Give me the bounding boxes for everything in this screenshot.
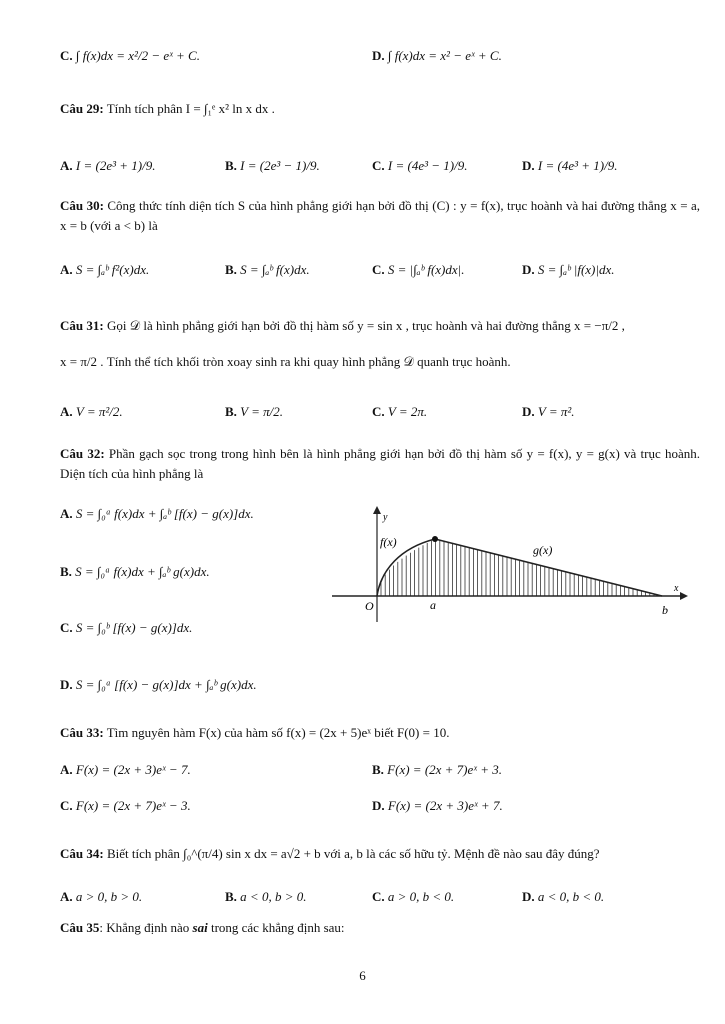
option-label: B. [372,762,384,777]
q32-option-b [60,564,210,580]
q28-option-c [60,48,200,64]
q30-option-d [522,262,614,278]
x-axis-label: x [674,583,679,594]
intersection-point [432,536,438,542]
option-label: A. [60,158,73,173]
option-label: D. [372,48,385,63]
question-text: Phần gạch sọc trong trong hình bên là hình phẳng giới hạn bởi đồ thị hàm số y = f(x), y = g(x) và trục hoành. Diện tích của hình phẳng là [60,446,700,481]
option-text: F(x) = (2x + 7)eˣ − 3. [75,798,191,813]
q33-option-d [372,798,503,814]
a-label: a [430,598,436,612]
option-label: C. [372,889,385,904]
option-text: I = (4e³ − 1)/9. [387,158,468,173]
option-label: B. [225,889,237,904]
option-text: a < 0, b < 0. [537,889,605,904]
q32-area-figure [328,500,698,625]
q30-option-b [225,262,310,278]
option-text: V = π². [537,404,575,419]
q33-option-a [60,762,191,778]
option-label: B. [225,158,237,173]
question-number: Câu 30: [60,198,104,213]
page-number: 6 [359,968,366,983]
origin-label: O [365,599,374,613]
question-text: Biết tích phân ∫₀^(π/4) sin x dx = a√2 + b với a, b là các số hữu tỷ. Mệnh đề nào sau đây đúng? [106,846,600,861]
question-number: Câu 32: [60,446,105,461]
option-text: ∫ f(x)dx = x² − eˣ + C. [387,48,502,63]
question-number: Câu 34: [60,846,104,861]
option-label: D. [522,262,535,277]
q29-option-b [225,158,320,174]
option-text: I = (4e³ + 1)/9. [537,158,618,173]
option-text: S = ∫ₐᵇ |f(x)|dx. [537,262,615,277]
option-label: A. [60,889,73,904]
option-label: B. [225,404,237,419]
option-text: F(x) = (2x + 7)eˣ + 3. [387,762,502,777]
q34-option-b [225,889,306,905]
q28-option-d [372,48,502,64]
option-text: S = ∫ₐᵇ f²(x)dx. [75,262,150,277]
question-number: Câu 33: [60,725,104,740]
y-axis-label: y [383,512,388,523]
g-label: g(x) [533,543,553,557]
option-text: I = (2e³ − 1)/9. [240,158,320,173]
question-text: Gọi 𝒟 là hình phẳng giới hạn bởi đồ thị hàm số y = sin x , trục hoành và hai đường thẳng x = −π/2 , [106,318,625,333]
option-text: V = π²/2. [75,404,123,419]
option-text: S = ∫₀ᵇ [f(x) − g(x)]dx. [75,620,193,635]
q29-option-d [522,158,617,174]
option-label: A. [60,762,73,777]
option-text: V = π/2. [240,404,284,419]
option-label: C. [372,262,385,277]
q34-option-d [522,889,604,905]
q34-stem [60,846,600,862]
question-text: x = π/2 . Tính thể tích khối tròn xoay sinh ra khi quay hình phẳng 𝒟 quanh trục hoành. [60,354,511,369]
option-text: V = 2π. [387,404,428,419]
question-number: Câu 35 [60,920,100,935]
option-label: D. [522,404,535,419]
q35-stem [60,920,345,936]
option-label: D. [372,798,385,813]
option-label: C. [60,620,73,635]
option-text: I = (2e³ + 1)/9. [75,158,156,173]
question-number: Câu 31: [60,318,104,333]
option-label: C. [372,158,385,173]
option-label: A. [60,404,73,419]
hatch-lines [381,539,654,596]
x-axis-arrow-icon [680,592,688,600]
option-label: C. [60,798,73,813]
q31-option-c [372,404,427,420]
option-text: a > 0, b < 0. [387,889,455,904]
question-number: Câu 29: [60,101,104,116]
option-text: S = ∫₀ᵃ f(x)dx + ∫ₐᵇ g(x)dx. [75,564,210,579]
q33-option-c [60,798,191,814]
option-text: F(x) = (2x + 3)eˣ − 7. [75,762,191,777]
option-text: a < 0, b > 0. [240,889,307,904]
emphasis-text: sai [192,920,208,935]
question-text: : Khẳng định nào [99,920,193,935]
q32-option-a [60,506,254,522]
option-text: ∫ f(x)dx = x²/2 − eˣ + C. [75,48,200,63]
q33-stem [60,725,449,741]
option-text: F(x) = (2x + 3)eˣ + 7. [387,798,503,813]
option-label: B. [60,564,72,579]
q31-option-a [60,404,123,420]
option-label: C. [372,404,385,419]
option-label: A. [60,506,73,521]
q34-option-c [372,889,454,905]
question-text-tail: trong các khẳng định sau: [207,920,345,935]
option-label: A. [60,262,73,277]
f-label: f(x) [380,535,397,549]
q29-option-c [372,158,467,174]
q32-option-c [60,620,192,636]
question-text: Công thức tính diện tích S của hình phẳng giới hạn bởi đồ thị (C) : y = f(x), trục hoành và hai đường thẳng x = a, x = b (với a < b) là [60,198,701,233]
q32-stem [60,444,700,484]
q31-option-d [522,404,575,420]
q34-option-a [60,889,142,905]
option-text: S = ∫₀ᵃ [f(x) − g(x)]dx + ∫ₐᵇ g(x)dx. [75,677,257,692]
option-label: D. [522,889,535,904]
q31-stem-line2 [60,354,511,370]
q30-stem [60,196,700,236]
option-text: S = |∫ₐᵇ f(x)dx|. [387,262,465,277]
option-label: B. [225,262,237,277]
y-axis-arrow-icon [373,506,381,514]
option-text: a > 0, b > 0. [75,889,143,904]
q32-option-d [60,677,257,693]
q31-option-b [225,404,283,420]
q29-stem [60,101,275,117]
option-text: S = ∫ₐᵇ f(x)dx. [240,262,310,277]
option-label: C. [60,48,73,63]
option-label: D. [522,158,535,173]
option-label: D. [60,677,73,692]
q31-stem-line1 [60,318,625,334]
b-label: b [662,603,668,617]
q30-option-a [60,262,149,278]
q30-option-c [372,262,464,278]
question-text: Tìm nguyên hàm F(x) của hàm số f(x) = (2x + 5)eˣ biết F(0) = 10. [106,725,450,740]
q29-option-a [60,158,155,174]
question-text: Tính tích phân I = ∫₁ᵉ x² ln x dx . [106,101,275,116]
option-text: S = ∫₀ᵃ f(x)dx + ∫ₐᵇ [f(x) − g(x)]dx. [75,506,254,521]
q33-option-b [372,762,502,778]
